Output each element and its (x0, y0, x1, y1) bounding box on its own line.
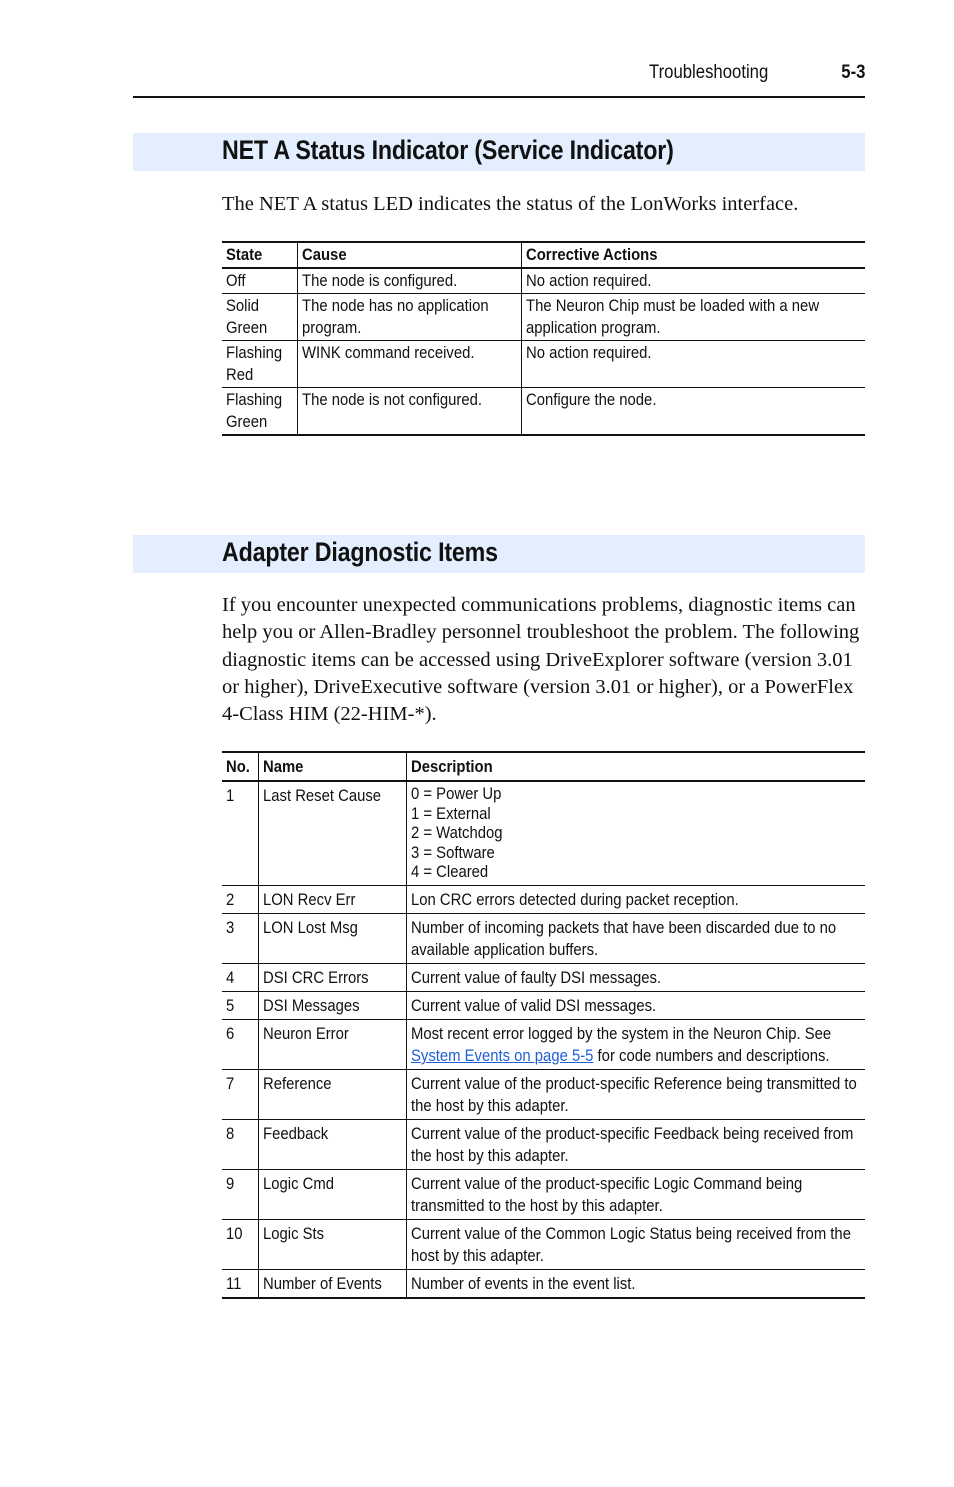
table-row (222, 268, 865, 294)
state-cell: Solid Green (226, 297, 268, 337)
reset-cause-value: 1 = External (410, 804, 491, 823)
item-name-cell: Logic Sts (258, 1219, 406, 1269)
item-description-cell: Current value of the Common Logic Status being received from the host by this adapter. (406, 1219, 865, 1269)
net-a-status-table (222, 241, 865, 436)
action-cell: Configure the node. (521, 388, 865, 436)
state-cell: Flashing Green (226, 391, 283, 431)
item-number-cell: 4 (226, 968, 235, 987)
table-row (222, 1269, 865, 1298)
neuron-error-text-after: for code numbers and descriptions. (592, 1046, 830, 1065)
item-name-cell: LON Recv Err (258, 885, 406, 913)
item-name-cell: Feedback (258, 1119, 406, 1169)
action-cell: No action required. (521, 268, 865, 294)
column-header-state: State (226, 246, 263, 264)
table-row (222, 294, 865, 341)
table-row (222, 1119, 865, 1169)
cause-cell: The node is configured. (297, 268, 521, 294)
neuron-error-text-before: Most recent error logged by the system in the Neuron Chip. See (410, 1024, 831, 1043)
net-a-intro: The NET A status LED indicates the status of the LonWorks interface. (222, 193, 799, 215)
table-row (222, 1219, 865, 1269)
item-description-cell: Current value of the product-specific Logic Command being transmitted to the host by this adapter. (406, 1169, 865, 1219)
item-number-cell: 6 (226, 1024, 235, 1043)
cause-cell: The node is not configured. (297, 388, 521, 436)
system-events-link[interactable]: System Events on page 5-5 (410, 1046, 593, 1065)
item-description-cell: Number of incoming packets that have been discarded due to no available application buffers. (406, 913, 865, 963)
item-description-cell: Current value of the product-specific Reference being transmitted to the host by this adapter. (406, 1069, 865, 1119)
table-row (222, 913, 865, 963)
column-header-cause: Cause (297, 242, 521, 268)
action-cell: The Neuron Chip must be loaded with a new application program. (521, 294, 865, 341)
item-name-cell: Logic Cmd (258, 1169, 406, 1219)
cause-cell: The node has no application program. (297, 294, 521, 341)
diagnostics-heading: Adapter Diagnostic Items (222, 537, 498, 567)
diagnostics-intro: If you encounter unexpected communications problems, diagnostic items can help you or Allen-Bradley personnel troubleshoot the problem. The following diagnostic items can be accessed using DriveExplorer software (version 3.01 or higher), DriveExecutive software (version 3.01 or higher), or a PowerFlex 4-Class HIM (22-HIM-*). (222, 594, 860, 726)
table-row (222, 963, 865, 991)
item-description-cell: Current value of valid DSI messages. (406, 991, 865, 1019)
running-header (133, 62, 865, 98)
item-name-cell: LON Lost Msg (258, 913, 406, 963)
column-header-actions: Corrective Actions (521, 242, 865, 268)
table-header-row (222, 242, 865, 268)
item-name-cell: DSI Messages (258, 991, 406, 1019)
item-number-cell: 1 (226, 787, 235, 805)
item-description-cell (406, 1019, 865, 1069)
reset-cause-value: 4 = Cleared (410, 863, 488, 882)
table-row (222, 781, 865, 885)
state-cell: Flashing Red (226, 344, 283, 384)
item-number-cell: 2 (226, 890, 235, 909)
table-row (222, 1169, 865, 1219)
item-number-cell: 3 (226, 918, 235, 937)
item-name-cell: Neuron Error (258, 1019, 406, 1069)
diagnostics-heading-band (133, 535, 865, 573)
action-cell: No action required. (521, 341, 865, 388)
table-header-row (222, 752, 865, 781)
item-number-cell: 5 (226, 996, 235, 1015)
table-row (222, 1019, 865, 1069)
item-description-cell: Lon CRC errors detected during packet reception. (406, 885, 865, 913)
item-description-cell: Number of events in the event list. (406, 1269, 865, 1298)
item-name-cell: Number of Events (258, 1269, 406, 1298)
item-number-cell: 7 (226, 1074, 235, 1093)
item-name-cell: Last Reset Cause (258, 781, 406, 885)
state-cell: Off (226, 272, 246, 290)
column-header-name: Name (258, 752, 406, 781)
table-row (222, 885, 865, 913)
diagnostic-items-table (222, 751, 865, 1299)
page-number: 5-3 (840, 62, 865, 83)
column-header-description: Description (406, 752, 865, 781)
net-a-heading-band (133, 133, 865, 171)
table-row (222, 341, 865, 388)
reset-cause-value: 3 = Software (410, 843, 495, 862)
column-header-no: No. (226, 758, 250, 776)
item-description-cell: Current value of the product-specific Feedback being received from the host by this adapter. (406, 1119, 865, 1169)
net-a-heading: NET A Status Indicator (Service Indicator) (222, 135, 674, 165)
item-number-cell: 9 (226, 1174, 235, 1193)
item-description-cell (406, 781, 865, 885)
table-row (222, 388, 865, 436)
item-number-cell: 10 (226, 1224, 243, 1243)
item-number-cell: 8 (226, 1124, 235, 1143)
item-number-cell: 11 (226, 1274, 242, 1293)
reset-cause-value: 0 = Power Up (410, 785, 501, 803)
table-row (222, 1069, 865, 1119)
item-description-cell: Current value of faulty DSI messages. (406, 963, 865, 991)
item-name-cell: DSI CRC Errors (258, 963, 406, 991)
reset-cause-value: 2 = Watchdog (410, 824, 503, 843)
cause-cell: WINK command received. (297, 341, 521, 388)
header-section-name: Troubleshooting (649, 62, 769, 83)
item-name-cell: Reference (258, 1069, 406, 1119)
table-row (222, 991, 865, 1019)
